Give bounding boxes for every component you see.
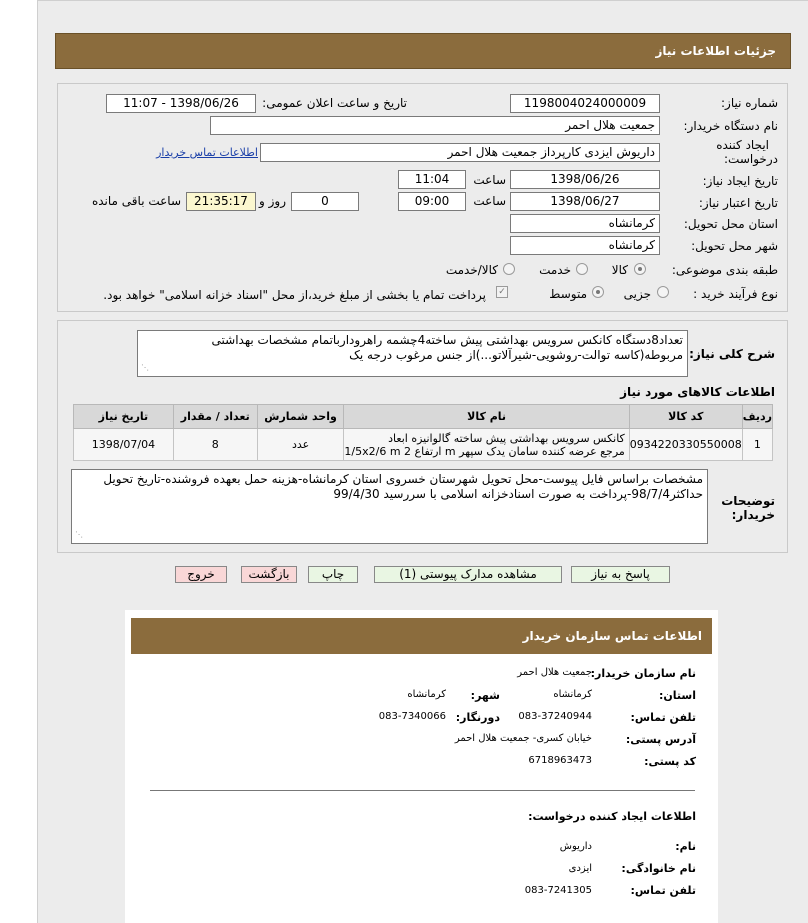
contact-province-value: کرمانشاه: [553, 689, 592, 700]
row-date: 1398/07/04: [74, 429, 174, 461]
org-name-label: نام سازمان خریدار:: [590, 667, 696, 680]
row-unit: عدد: [257, 429, 344, 461]
need-number-label: شماره نیاز:: [721, 96, 778, 110]
contact-city-label: شهر:: [470, 689, 500, 702]
need-number-field: 1198004024000009: [510, 94, 660, 113]
remaining-time-field: 21:35:17: [186, 192, 256, 211]
category-both-radio[interactable]: [503, 263, 515, 275]
announce-label: تاریخ و ساعت اعلان عمومی:: [262, 96, 407, 110]
city-label: شهر محل تحویل:: [691, 239, 778, 253]
description-textarea: [137, 330, 688, 377]
creator-first-name-value: داریوش: [559, 841, 592, 852]
org-name-value: جمعیت هلال احمر: [517, 667, 592, 678]
category-goods-label: کالا: [611, 263, 628, 277]
created-time-field: 11:04: [398, 170, 466, 189]
buyer-org-field: جمعیت هلال احمر: [210, 116, 660, 135]
reply-button[interactable]: پاسخ به نیاز: [571, 566, 670, 583]
validity-time-field: 09:00: [398, 192, 466, 211]
contact-divider: [150, 790, 695, 791]
creator-last-name-value: ایزدی: [568, 863, 592, 874]
col-code: کد کالا: [629, 405, 742, 429]
items-table-header: [74, 405, 773, 429]
contact-phone-value: 083-37240944: [518, 711, 592, 722]
contact-address-value: خیابان کسری- جمعیت هلال احمر: [454, 733, 592, 744]
resize-grip-icon[interactable]: ⋰: [75, 530, 83, 539]
buyer-notes-label-1: توضیحات: [721, 494, 775, 508]
province-label: استان محل تحویل:: [683, 217, 778, 231]
contact-card-header: [131, 618, 712, 654]
items-section-title: اطلاعات کالاهای مورد نیاز: [620, 385, 775, 399]
announce-datetime-field: 1398/06/26 - 11:07: [106, 94, 256, 113]
contact-postal-label: کد پستی:: [644, 755, 696, 768]
category-service-label: خدمت: [539, 263, 571, 277]
category-label: طبقه بندی موضوعی:: [671, 263, 778, 277]
validity-time-label: ساعت: [473, 194, 506, 208]
items-table: [73, 404, 773, 461]
col-name: نام کالا: [344, 405, 629, 429]
contact-fax-value: 083-7340066: [378, 711, 446, 722]
contact-city-value: کرمانشاه: [407, 689, 446, 700]
created-time-label: ساعت: [473, 173, 506, 187]
process-medium-label: متوسط: [549, 287, 587, 301]
creator-field: داریوش ایزدی کارپرداز جمعیت هلال احمر: [260, 143, 660, 162]
remaining-days-field: 0: [291, 192, 359, 211]
row-index: 1: [742, 429, 772, 461]
process-medium-radio[interactable]: [592, 286, 604, 298]
creator-first-name-label: نام:: [675, 840, 696, 853]
resize-grip-icon[interactable]: ⋰: [141, 363, 149, 372]
category-service-radio[interactable]: [576, 263, 588, 275]
days-label: روز و: [259, 194, 286, 208]
created-date-field: 1398/06/26: [510, 170, 660, 189]
row-name-line-2: 1/5x2/6 m ارتفاع 2 m مرجع عرضه کننده سامان یدک سپهر: [344, 444, 625, 458]
contact-fax-label: دورنگار:: [455, 711, 500, 724]
creator-phone-value: 083-7241305: [524, 885, 592, 896]
validity-date-field: 1398/06/27: [510, 192, 660, 211]
row-name: [344, 429, 629, 461]
creator-label-2: درخواست:: [724, 152, 778, 166]
process-label: نوع فرآیند خرید :: [693, 287, 778, 301]
contact-postal-value: 6718963473: [528, 755, 592, 766]
buyer-notes-label-2: خریدار:: [731, 508, 775, 522]
description-text: تعداد8دستگاه کانکس سرویس بهداشتی پیش ساخته4چشمه راهرودارباتمام مشخصات بهداشتی مربوطه(کاسه توالت-روشویی-شیرآلاتو...)از جنس مرغوب درجه یک: [211, 333, 683, 362]
buyer-org-label: نام دستگاه خریدار:: [683, 119, 778, 133]
created-date-label: تاریخ ایجاد نیاز:: [702, 174, 778, 188]
buyer-contact-card: [125, 610, 718, 923]
creator-label-1: ایجاد کننده: [716, 138, 769, 152]
exit-button[interactable]: خروج: [175, 566, 227, 583]
process-minor-radio[interactable]: [657, 286, 669, 298]
col-qty: تعداد / مقدار: [173, 405, 257, 429]
col-unit: واحد شمارش: [257, 405, 344, 429]
page-title: جزئیات اطلاعات نیاز: [655, 44, 776, 58]
creator-phone-label: تلفن تماس:: [630, 884, 696, 897]
buyer-notes-textarea: [71, 469, 708, 544]
category-both-label: کالا/خدمت: [445, 263, 498, 277]
buyer-contact-link[interactable]: اطلاعات تماس خریدار: [156, 146, 258, 159]
description-label: شرح کلی نیاز:: [689, 347, 775, 361]
col-index: ردیف: [742, 405, 772, 429]
contact-card-title: اطلاعات تماس سازمان خریدار: [522, 629, 702, 643]
table-row: [74, 429, 773, 461]
row-qty: 8: [173, 429, 257, 461]
city-field: کرمانشاه: [510, 236, 660, 255]
col-date: تاریخ نیاز: [74, 405, 174, 429]
treasury-payment-checkbox[interactable]: ✓: [496, 286, 508, 298]
contact-phone-label: تلفن تماس:: [630, 711, 696, 724]
attachments-button[interactable]: مشاهده مدارک پیوستی (1): [374, 566, 562, 583]
process-minor-label: جزیی: [623, 287, 651, 301]
contact-address-label: آدرس پستی:: [625, 733, 696, 746]
buyer-notes-text: مشخصات براساس فایل پیوست-محل تحویل شهرستان خسروی استان کرمانشاه-هزینه حمل بعهده فروشنده-تاریخ تحویل حداکثر98/7/4-پرداخت به صورت اسنادخزانه اسلامی با سررسید 99/4/30: [103, 472, 703, 501]
category-goods-radio[interactable]: [634, 263, 646, 275]
payment-note: پرداخت تمام یا بخشی از مبلغ خرید،از محل "اسناد خزانه اسلامی" خواهد بود.: [103, 288, 486, 302]
contact-province-label: استان:: [659, 689, 696, 702]
row-code: 0934220330550008: [629, 429, 742, 461]
creator-last-name-label: نام خانوادگی:: [621, 862, 696, 875]
creator-section-title: اطلاعات ایجاد کننده درخواست:: [528, 810, 696, 823]
validity-date-label: تاریخ اعتبار نیاز:: [698, 196, 778, 210]
print-button[interactable]: چاپ: [308, 566, 358, 583]
remaining-label: ساعت باقی مانده: [91, 194, 181, 208]
page-header: [55, 33, 791, 69]
back-button[interactable]: بازگشت: [241, 566, 297, 583]
province-field: کرمانشاه: [510, 214, 660, 233]
row-name-line-1: کانکس سرویس بهداشتی پیش ساخته گالوانیزه ابعاد: [388, 431, 625, 445]
